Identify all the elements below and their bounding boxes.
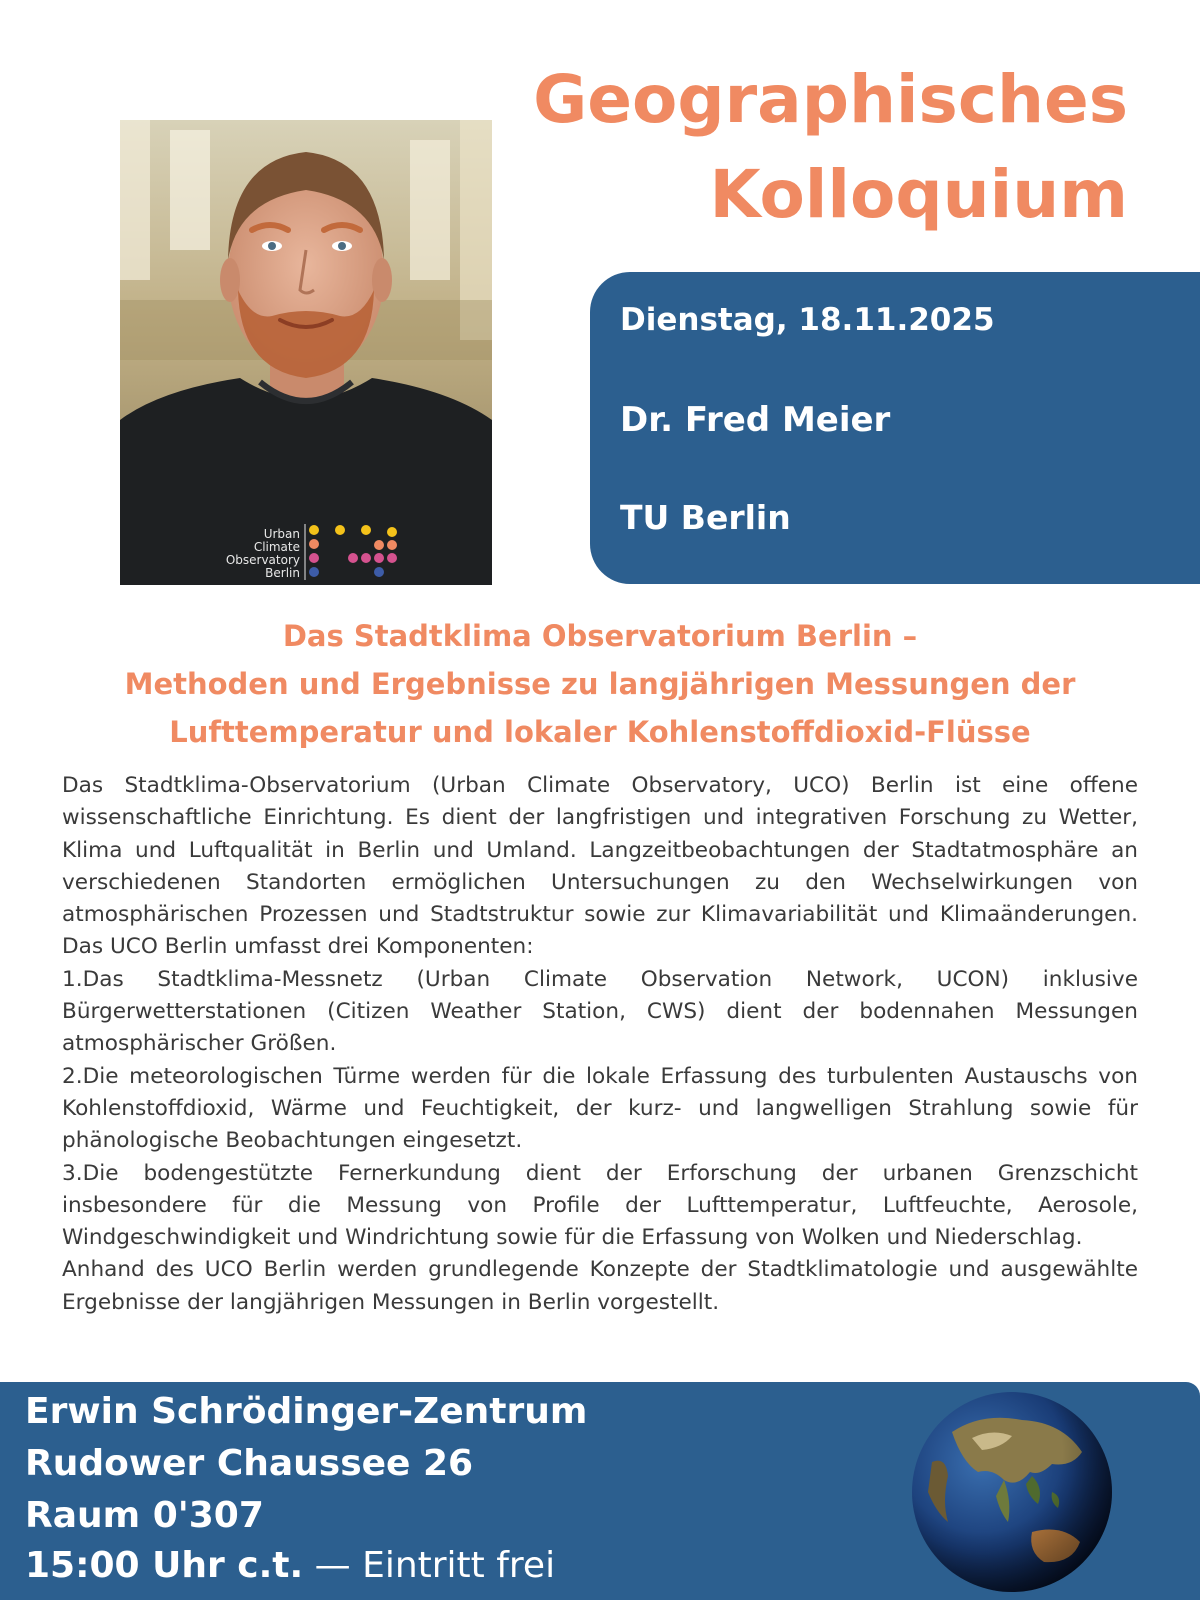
speaker-name: Dr. Fred Meier [620,400,891,440]
event-time: 15:00 Uhr c.t. [25,1545,304,1586]
talk-title-line-1: Das Stadtklima Observatorium Berlin – [282,619,918,653]
talk-title-line-3: Lufttemperatur und lokaler Kohlenstoffdioxid-Flüsse [169,715,1031,749]
time-separator: — [303,1545,363,1586]
event-time-line [25,1540,555,1592]
speaker-institution: TU Berlin [620,498,791,537]
speaker-photo [120,120,492,585]
shirt-logo-line: Climate [253,540,300,554]
shirt-logo-line: Urban [263,527,300,541]
abstract-item-3: 3.Die bodengestützte Fernerkundung dient der Erforschung der urbanen Grenzschicht insbesondere für die Messung von Profile der Lufttemperatur, Luftfeuchte, Aerosole, Windgeschwindigkeit und Windrichtung sowie für die Erfassung von Wolken und Niederschlag. [62,1160,1138,1251]
abstract-closing: Anhand des UCO Berlin werden grundlegende Konzepte der Stadtklimatologie und ausgewählte Ergebnisse der langjährigen Messungen in Berlin vorgestellt. [62,1257,1138,1315]
event-info-box [590,272,1200,584]
globe-icon [912,1392,1112,1592]
abstract-item-2: 2.Die meteorologischen Türme werden für die lokale Erfassung des turbulenten Austauschs von Kohlenstoffdioxid, Wärme und Feuchtigkeit, der kurz- und langwelligen Strahlung sowie für phänologische Beobachtungen eingesetzt. [62,1063,1138,1154]
admission-note: Eintritt frei [362,1545,556,1586]
shirt-logo-line: Berlin [265,566,300,580]
abstract [62,770,1138,1319]
abstract-intro: Das Stadtklima-Observatorium (Urban Climate Observatory, UCO) Berlin ist eine offene wissenschaftliche Einrichtung. Es dient der langfristigen und integrativen Forschung zu Wetter, Klima und Luftqualität in Berlin und Umland. Langzeitbeobachtungen der Stadtatmosphäre an verschiedenen Standorten ermöglichen Untersuchungen zu den Wechselwirkungen von atmosphärischen Prozessen und Stadtstruktur sowie zur Klimavariabilität und Klimaänderungen. Das UCO Berlin umfasst drei Komponenten: [62,773,1138,960]
event-date: Dienstag, 18.11.2025 [620,302,995,338]
talk-title [60,612,1140,756]
shirt-logo-line: Observatory [225,553,300,567]
location-street: Rudower Chaussee 26 [25,1443,474,1484]
location-room: Raum 0'307 [25,1495,264,1536]
event-series-title [533,52,1128,242]
title-line-2: Kolloquium [709,156,1128,233]
title-line-1: Geographisches [533,61,1128,138]
location-building: Erwin Schrödinger-Zentrum [25,1391,588,1432]
abstract-item-1: 1.Das Stadtklima-Messnetz (Urban Climate Observation Network, UCON) inklusive Bürgerwetterstationen (Citizen Weather Station, CWS) dient der bodennahen Messungen atmosphärischer Größen. [62,966,1138,1057]
talk-title-line-2: Methoden und Ergebnisse zu langjährigen Messungen der [124,667,1076,701]
